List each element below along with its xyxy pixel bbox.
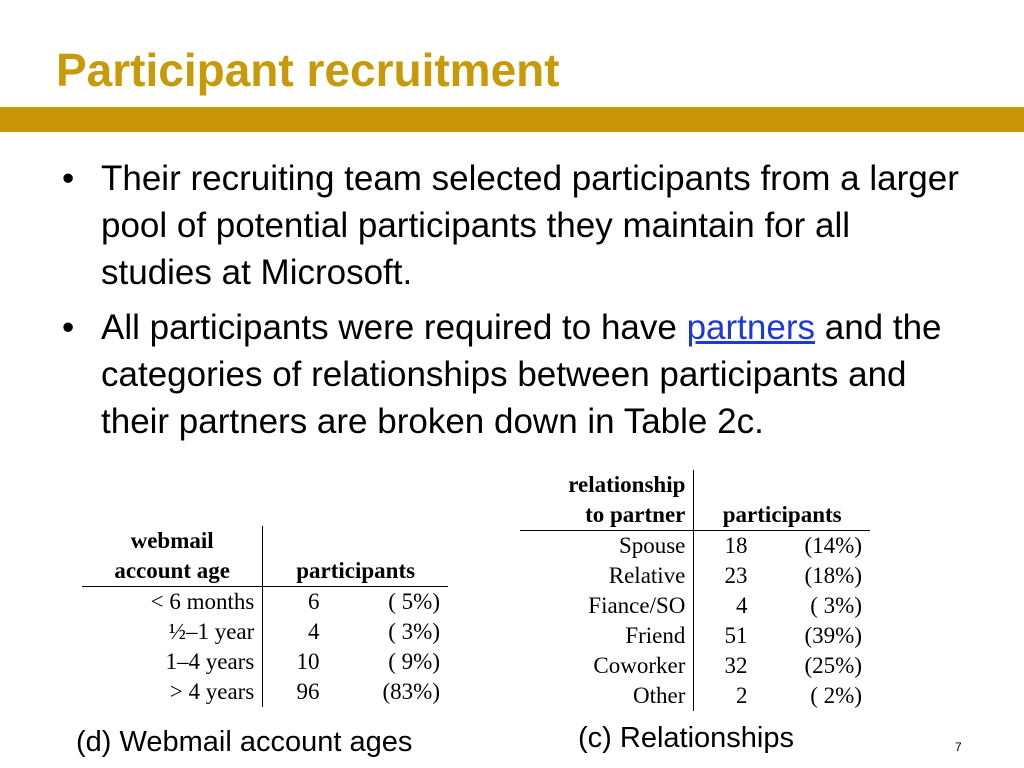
bullet-list (62, 155, 962, 453)
table-row (520, 621, 870, 651)
row-percent: ( 3%) (388, 619, 440, 644)
row-count: 51 (724, 623, 748, 648)
row-label: Coworker (520, 651, 694, 681)
row-count: 18 (724, 533, 748, 558)
bullet-marker: • (62, 308, 75, 347)
row-label: Friend (520, 621, 694, 651)
table-row (520, 591, 870, 621)
slide-title: Participant recruitment (56, 44, 560, 96)
row-percent: (39%) (804, 623, 862, 648)
row-count: 2 (735, 683, 748, 708)
row-label: Relative (520, 561, 694, 591)
row-label: 1–4 years (82, 647, 263, 677)
row-label: ½–1 year (82, 617, 263, 647)
row-percent: ( 2%) (810, 683, 862, 708)
row-percent: (14%) (804, 533, 862, 558)
bullet-marker: • (62, 159, 75, 198)
table-row (520, 561, 870, 591)
table-header-account-age: webmail account age (82, 526, 263, 586)
table-row (82, 617, 448, 647)
row-percent: (83%) (382, 679, 440, 704)
bullet-text: Their recruiting team selected participants from a larger pool of potential participants they maintain for all studies at Microsoft. (101, 159, 959, 292)
row-label: Other (520, 681, 694, 711)
row-label: < 6 months (82, 587, 263, 618)
relationships-table (520, 470, 870, 711)
table-row (82, 587, 448, 618)
table-row (520, 651, 870, 681)
row-label: Spouse (520, 531, 694, 562)
row-label: Fiance/SO (520, 591, 694, 621)
row-count: 6 (308, 589, 320, 614)
table-header-participants: participants (722, 502, 842, 527)
row-percent: ( 3%) (810, 593, 862, 618)
table-row (82, 647, 448, 677)
table-header-relationship: relationship to partner (520, 470, 694, 530)
webmail-age-table-body (82, 587, 448, 708)
row-percent: (18%) (804, 563, 862, 588)
caption-webmail-account-ages: (d) Webmail account ages (76, 726, 413, 758)
bullet-item (62, 304, 962, 445)
partners-link[interactable]: partners (686, 308, 815, 347)
row-count: 32 (724, 653, 748, 678)
bullet-item (62, 155, 962, 296)
table-row (520, 531, 870, 562)
row-label: > 4 years (82, 677, 263, 707)
relationships-table-body (520, 531, 870, 712)
row-count: 10 (296, 649, 320, 674)
row-percent: (25%) (804, 653, 862, 678)
table-row (520, 681, 870, 711)
row-count: 23 (724, 563, 748, 588)
row-count: 4 (308, 619, 320, 644)
page-number: 7 (955, 740, 962, 754)
table-header-participants: participants (296, 558, 416, 583)
row-percent: ( 5%) (388, 589, 440, 614)
webmail-age-table (82, 526, 448, 707)
table-row (82, 677, 448, 707)
row-count: 4 (735, 593, 748, 618)
title-accent-bar (0, 107, 1024, 132)
bullet-text-after: and the categories of relationships between participants and their partners are broken down in Table 2c. (101, 308, 942, 441)
bullet-text-before: All participants were required to have (101, 308, 687, 347)
row-count: 96 (296, 679, 320, 704)
caption-relationships: (c) Relationships (578, 722, 794, 754)
row-percent: ( 9%) (388, 649, 440, 674)
